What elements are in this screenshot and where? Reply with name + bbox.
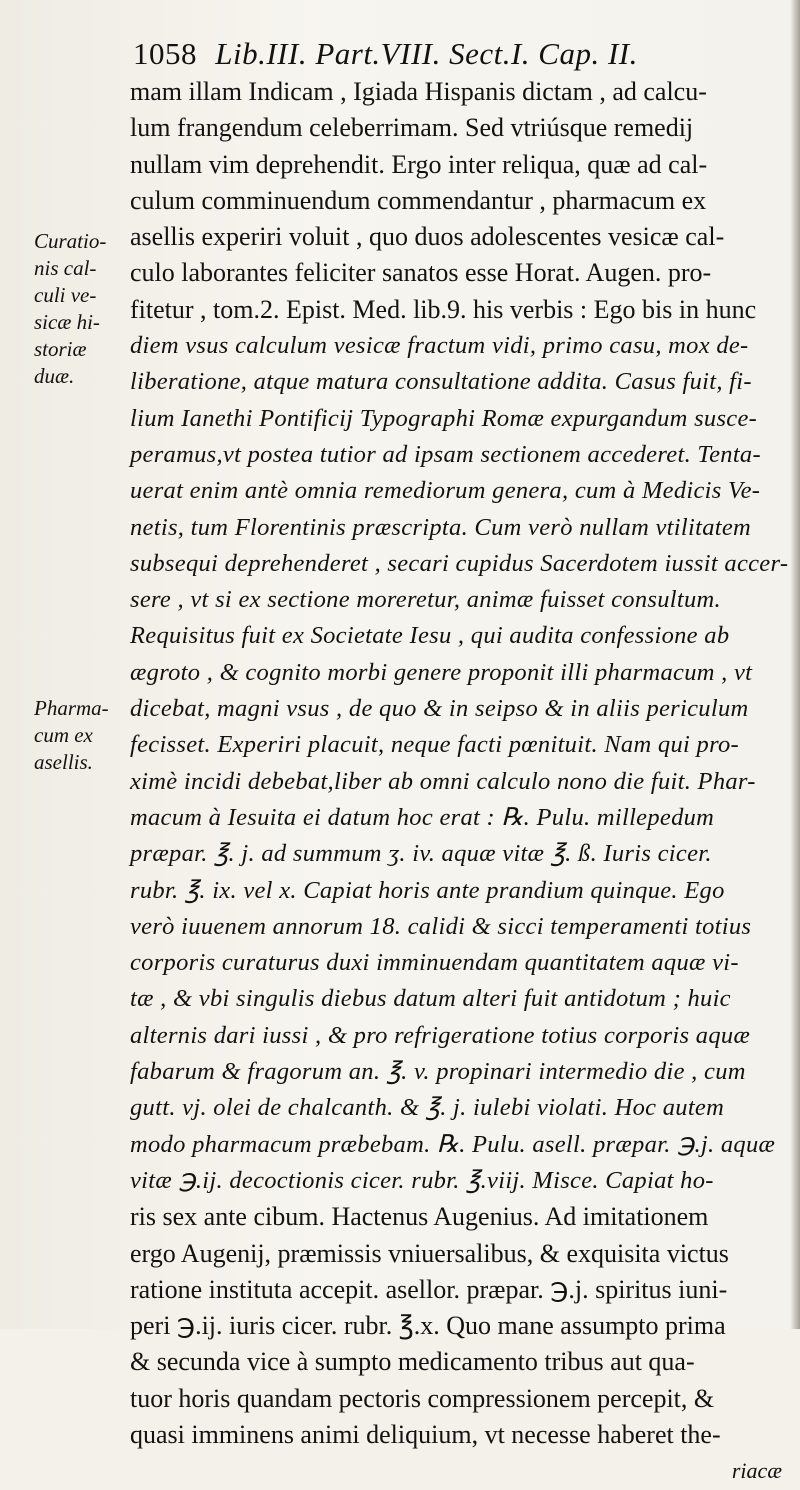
page-number: 1058: [133, 36, 197, 71]
margin-note-line: culi ve-: [34, 283, 97, 307]
text-line: fitetur , tom.2. Epist. Med. lib.9. his verbis : Ego bis in hunc: [130, 294, 757, 324]
body-text: [130, 74, 790, 1490]
margin-note-line: duæ.: [34, 364, 75, 388]
text-line: lum frangendum celeberrimam. Sed vtriúsque remedij: [130, 113, 694, 143]
text-line: netis, tum Florentinis præscripta. Cum verò nullam vtilitatem: [130, 513, 752, 541]
text-line: rubr. ℥. ix. vel x. Capiat horis ante prandium quinque. Ego: [130, 876, 725, 904]
text-line: fecisset. Experiri placuit, neque facti pœnituit. Nam qui pro-: [130, 731, 740, 759]
margin-note-line: asellis.: [34, 750, 93, 774]
margin-note-line: storiæ: [34, 337, 87, 361]
page-header: [133, 34, 783, 74]
text-line: ægroto , & cognito morbi genere proponit illi pharmacum , vt: [130, 658, 753, 686]
text-line: verò iuuenem annorum 18. calidi & sicci temperamenti totius: [130, 912, 752, 940]
margin-note-line: cum ex: [34, 723, 93, 747]
text-line: tuor horis quandam pectoris compressionem percepit, &: [130, 1383, 715, 1413]
text-line: macum à Iesuita ei datum hoc erat : ℞. Pulu. millepedum: [130, 803, 715, 831]
text-line: vitæ ℈.ij. decoctionis cicer. rubr. ℥.viij. Misce. Capiat ho-: [130, 1166, 714, 1194]
text-line: quasi imminens animi deliquium, vt necesse haberet the-: [130, 1419, 721, 1449]
text-line: uerat enim antè omnia remediorum genera, cum à Medicis Ve-: [130, 477, 761, 505]
text-line: modo pharmacum præbebam. ℞. Pulu. asell. præpar. ℈.j. aquæ: [130, 1130, 776, 1158]
text-line: peri ℈.ij. iuris cicer. rubr. ℥.x. Quo mane assumpto prima: [130, 1311, 726, 1341]
text-line: ergo Augenij, præmissis vniuersalibus, & exquisita victus: [130, 1238, 729, 1268]
text-line: diem vsus calculum vesicæ fractum vidi, primo casu, mox de-: [130, 332, 749, 360]
text-line: culo laborantes feliciter sanatos esse Horat. Augen. pro-: [130, 258, 712, 288]
text-line: corporis curaturus duxi imminuendam quantitatem aquæ vi-: [130, 949, 739, 977]
text-line: dicebat, magni vsus , de quo & in seipso & in aliis periculum: [130, 695, 749, 723]
margin-note-line: Curatio-: [34, 229, 107, 253]
text-line: nullam vim deprehendit. Ergo inter reliqua, quæ ad cal-: [130, 149, 708, 179]
text-line: tæ , & vbi singulis diebus datum alteri fuit antidotum ; huic: [130, 985, 731, 1013]
text-line: mam illam Indicam , Igiada Hispanis dictam , ad calcu-: [130, 77, 707, 106]
text-line: ris sex ante cibum. Hactenus Augenius. Ad imitationem: [130, 1202, 709, 1232]
text-line: fabarum & fragorum an. ℥. v. propinari intermedio die , cum: [130, 1058, 746, 1086]
running-title: Lib.III. Part.VIII. Sect.I. Cap. II.: [215, 36, 638, 71]
margin-note-line: sicæ hi-: [34, 310, 100, 334]
margin-note-line: Pharma-: [34, 696, 109, 720]
text-line: culum comminuendum commendantur , pharmacum ex: [130, 185, 707, 215]
margin-note-pharmacum: [34, 695, 124, 776]
page-edge-shadow: [790, 0, 800, 1329]
text-line: ximè incidi debebat,liber ab omni calculo nono die fuit. Phar-: [130, 767, 756, 795]
catchword: riacæ: [731, 1458, 782, 1484]
margin-note-line: nis cal-: [34, 256, 97, 280]
text-line: ratione instituta accepit. asellor. præpar. ℈.j. spiritus iuni-: [130, 1274, 728, 1304]
text-line: sere , vt si ex sectione moreretur, animæ fuisset consultum.: [130, 586, 721, 614]
text-line: præpar. ℥. j. ad summum ʒ. iv. aquæ vitæ ℥. ß. Iuris cicer.: [130, 840, 712, 868]
text-line: lium Ianethi Pontificij Typographi Romæ expurgandum susce-: [130, 404, 758, 432]
text-line: Requisitus fuit ex Societate Iesu , qui audita confessione ab: [130, 622, 730, 650]
text-line: gutt. vj. olei de chalcanth. & ℥. j. iulebi violati. Hoc autem: [130, 1094, 725, 1122]
text-line: peramus,vt postea tutior ad ipsam sectionem accederet. Tenta-: [130, 440, 761, 468]
margin-note-curatio: [34, 228, 124, 390]
text-line: asellis experiri voluit , quo duos adolescentes vesicæ cal-: [130, 222, 725, 252]
text-line: alternis dari iussi , & pro refrigeratione totius corporis aquæ: [130, 1021, 751, 1049]
text-line: subsequi deprehenderet , secari cupidus Sacerdotem iussit accer-: [130, 549, 789, 577]
text-line: liberatione, atque matura consultatione addita. Casus fuit, fi-: [130, 368, 752, 396]
text-line: & secunda vice à sumpto medicamento tribus aut qua-: [130, 1347, 695, 1377]
